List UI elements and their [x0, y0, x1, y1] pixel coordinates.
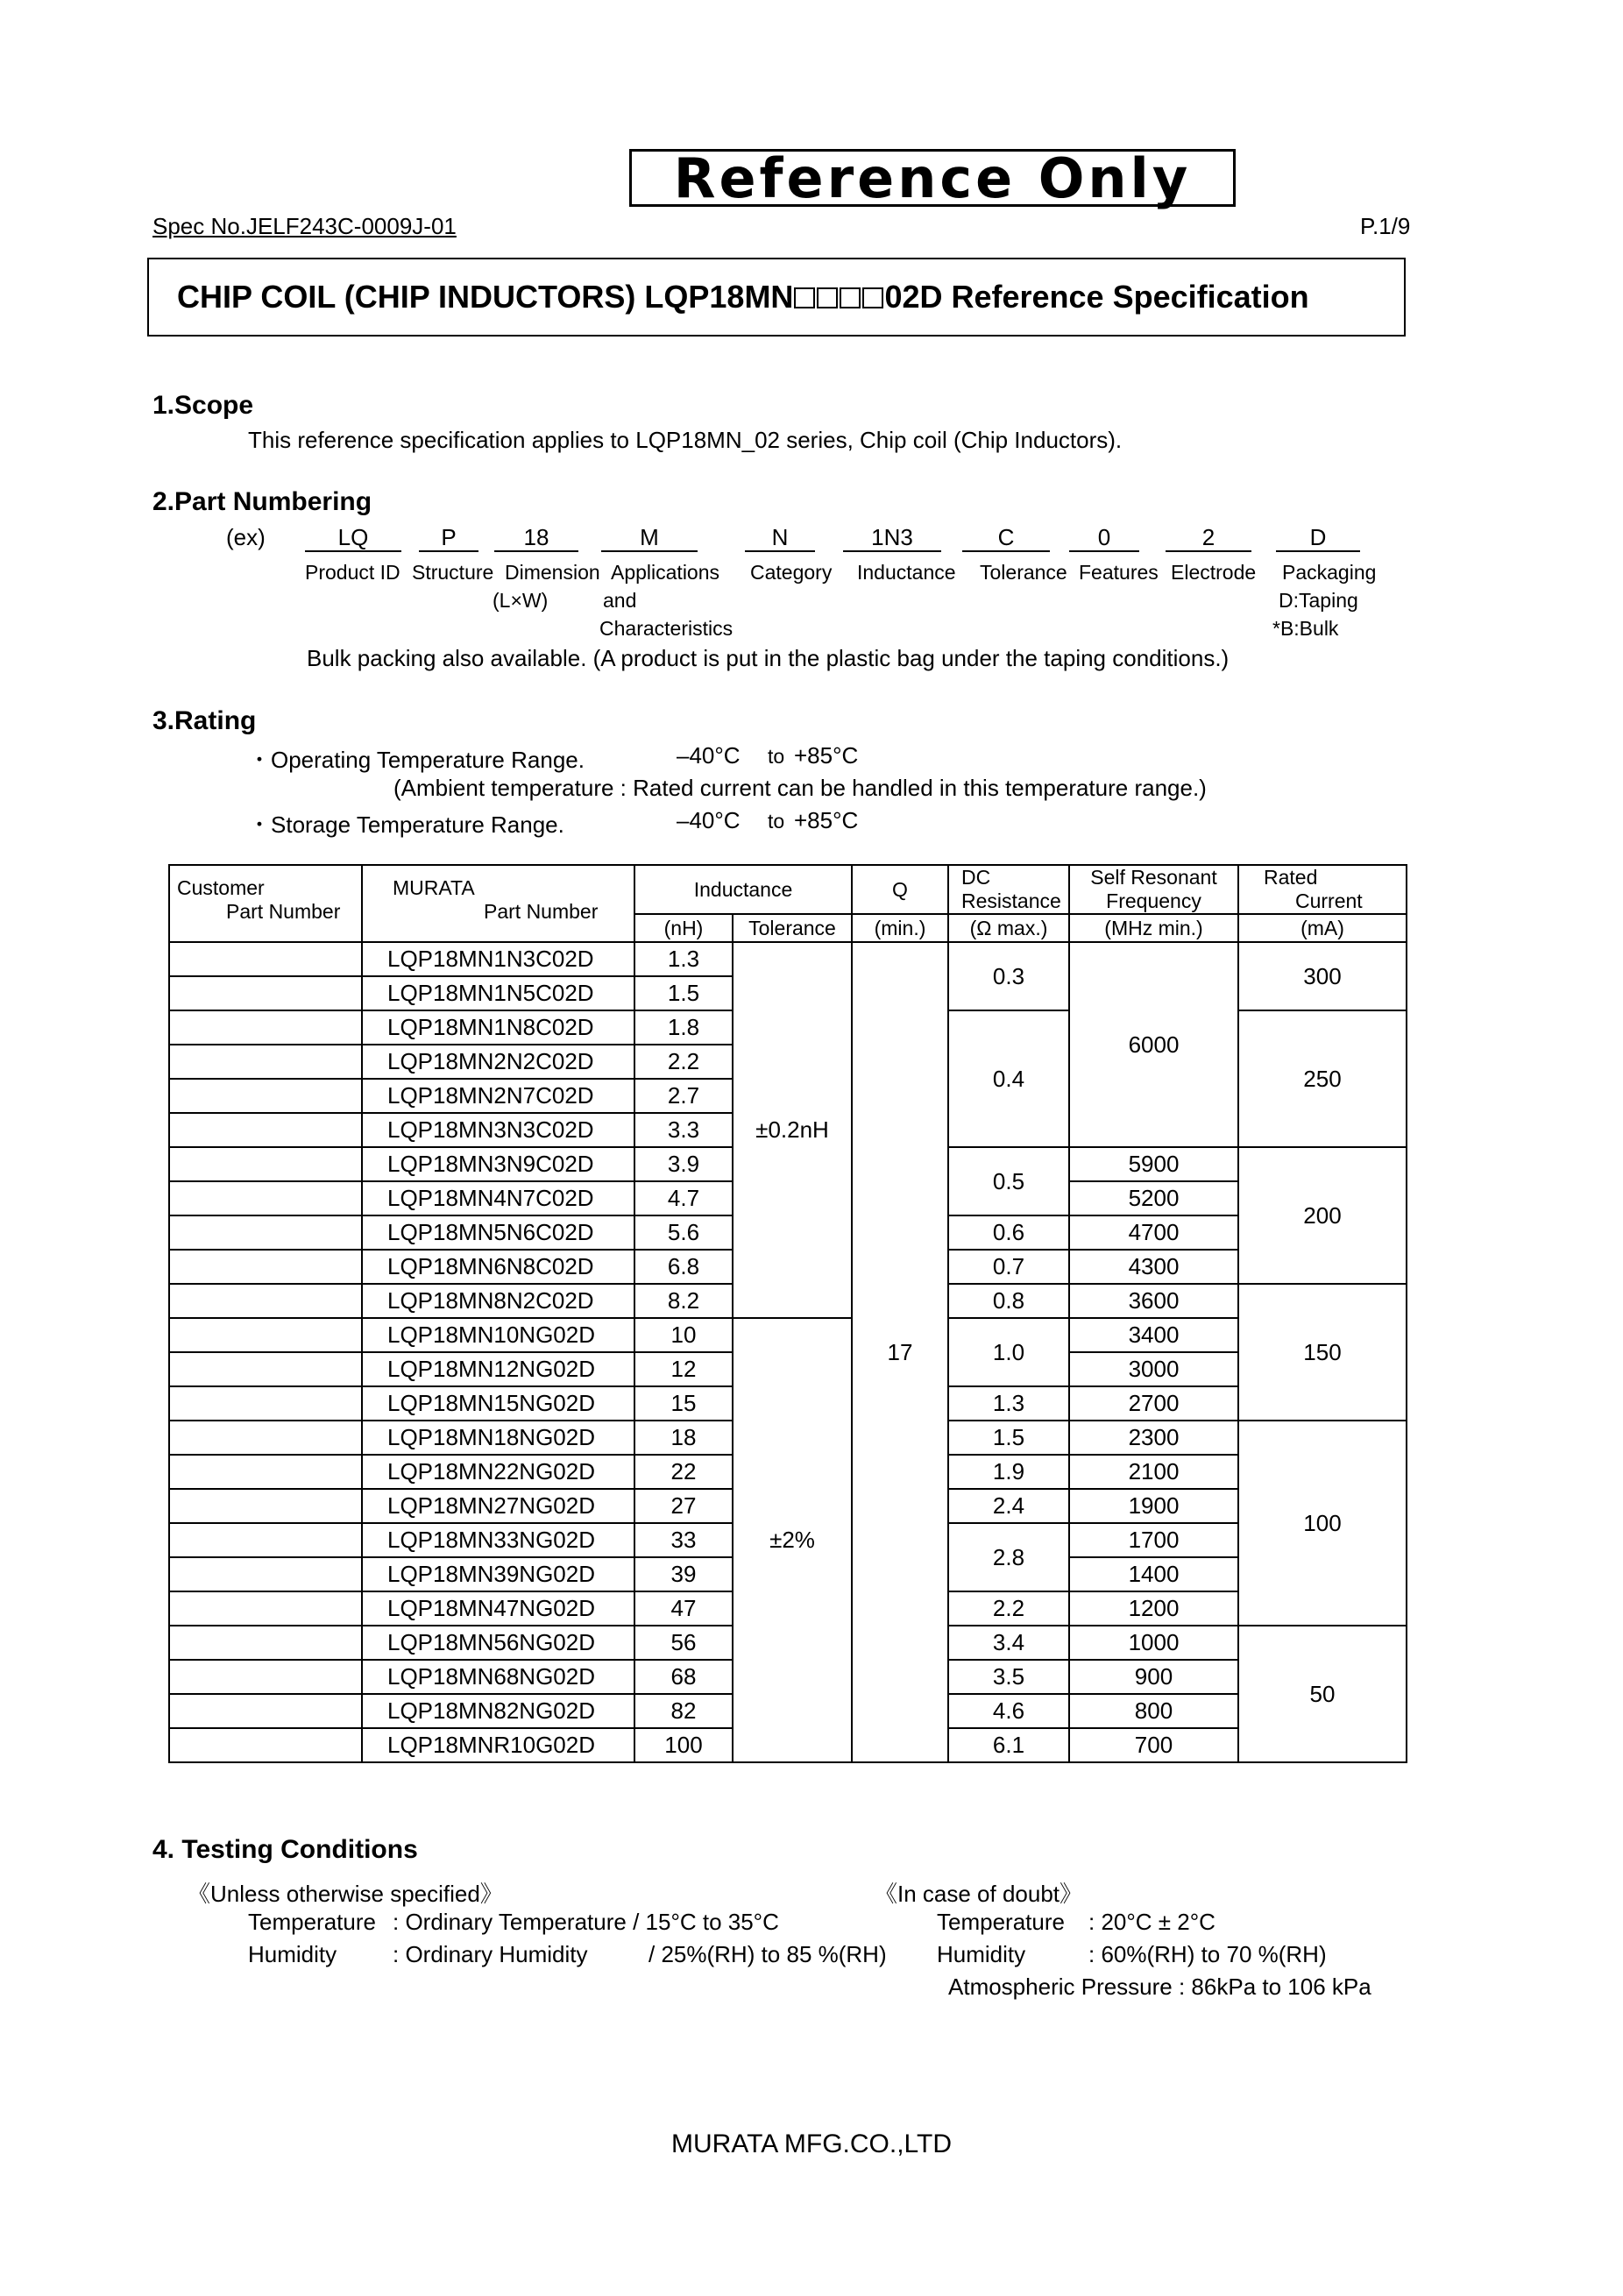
example-label: (ex) — [226, 524, 266, 550]
label-product-id: Product ID — [305, 561, 400, 584]
murata-part-number: LQP18MN1N5C02D — [362, 976, 634, 1010]
customer-part-cell — [169, 1352, 362, 1386]
dc-resistance-cell: 1.3 — [948, 1386, 1069, 1421]
label-category: Category — [750, 561, 833, 584]
dc-resistance-cell: 2.2 — [948, 1591, 1069, 1626]
customer-part-cell — [169, 1421, 362, 1455]
rated-current-cell: 300 — [1238, 942, 1407, 1010]
murata-part-number: LQP18MN33NG02D — [362, 1523, 634, 1557]
customer-part-cell — [169, 1489, 362, 1523]
murata-part-number: LQP18MN39NG02D — [362, 1557, 634, 1591]
customer-part-cell — [169, 1045, 362, 1079]
inductance-nh: 18 — [634, 1421, 733, 1455]
title-suffix: 02D Reference Specification — [884, 279, 1309, 315]
label-tolerance: Tolerance — [980, 561, 1067, 584]
q-cell: 17 — [852, 942, 948, 1762]
doubt-humidity-label: Humidity — [937, 1941, 1026, 1967]
storage-temp-from: –40°C — [677, 807, 741, 833]
murata-part-number: LQP18MN2N7C02D — [362, 1079, 634, 1113]
company-footer: MURATA MFG.CO.,LTD — [671, 2129, 952, 2158]
unless-specified: 《Unless otherwise specified》 — [188, 1881, 503, 1907]
dc-resistance-cell: 4.6 — [948, 1694, 1069, 1728]
srf-cell: 3600 — [1069, 1284, 1238, 1318]
header-dc — [948, 865, 1069, 914]
srf-cell: 1400 — [1069, 1557, 1238, 1591]
customer-part-cell — [169, 1728, 362, 1762]
page-number: P.1/9 — [1360, 213, 1411, 239]
code-inductance: 1N3 — [843, 524, 941, 552]
customer-part-cell — [169, 1079, 362, 1113]
inductance-nh: 6.8 — [634, 1250, 733, 1284]
scope-text: This reference specification applies to LQP18MN_02 series, Chip coil (Chip Inductors). — [248, 427, 1123, 453]
customer-part-cell — [169, 1694, 362, 1728]
rated-current-cell: 250 — [1238, 1010, 1407, 1147]
ambient-note: (Ambient temperature : Rated current can be handled in this temperature range.) — [393, 775, 1207, 801]
label-packaging-taping: D:Taping — [1279, 589, 1358, 612]
header-srf-2: Frequency — [1106, 889, 1201, 912]
customer-part-cell — [169, 1113, 362, 1147]
dc-resistance-cell: 1.0 — [948, 1318, 1069, 1386]
dc-resistance-cell: 0.3 — [948, 942, 1069, 1010]
placeholder-box-icon — [817, 287, 838, 308]
srf-cell: 5900 — [1069, 1147, 1238, 1181]
operating-temp-label: ・Operating Temperature Range. — [248, 747, 585, 773]
inductance-nh: 15 — [634, 1386, 733, 1421]
scope-heading: 1.Scope — [152, 391, 254, 420]
inductance-nh: 2.7 — [634, 1079, 733, 1113]
header-rated — [1238, 865, 1407, 914]
srf-cell: 1000 — [1069, 1626, 1238, 1660]
header-inductance: Inductance — [634, 865, 852, 914]
srf-cell: 1900 — [1069, 1489, 1238, 1523]
tolerance-cell: ±2% — [733, 1318, 852, 1762]
table-row — [169, 942, 1407, 976]
testing-heading: 4. Testing Conditions — [152, 1835, 418, 1864]
inductance-nh: 4.7 — [634, 1181, 733, 1215]
inductance-nh: 8.2 — [634, 1284, 733, 1318]
customer-part-cell — [169, 1284, 362, 1318]
customer-part-cell — [169, 1660, 362, 1694]
reference-only-stamp: Reference Only — [629, 149, 1236, 207]
tolerance-cell: ±0.2nH — [733, 942, 852, 1318]
rating-heading: 3.Rating — [152, 706, 257, 735]
inductance-nh: 39 — [634, 1557, 733, 1591]
storage-temp-label: ・Storage Temperature Range. — [248, 811, 564, 838]
spec-table — [168, 864, 1407, 1763]
srf-cell: 3400 — [1069, 1318, 1238, 1352]
code-structure: P — [419, 524, 478, 552]
inductance-nh: 12 — [634, 1352, 733, 1386]
label-packaging-bulk: *B:Bulk — [1272, 617, 1339, 640]
placeholder-box-icon — [862, 287, 883, 308]
murata-part-number: LQP18MN47NG02D — [362, 1591, 634, 1626]
part-numbering-heading: 2.Part Numbering — [152, 487, 372, 516]
murata-part-number: LQP18MN4N7C02D — [362, 1181, 634, 1215]
srf-cell: 4300 — [1069, 1250, 1238, 1284]
header-customer-sub: Part Number — [226, 900, 341, 923]
operating-temp-from: –40°C — [677, 742, 741, 769]
inductance-nh: 2.2 — [634, 1045, 733, 1079]
in-case-of-doubt: 《In case of doubt》 — [875, 1881, 1083, 1907]
murata-part-number: LQP18MN82NG02D — [362, 1694, 634, 1728]
murata-part-number: LQP18MN1N8C02D — [362, 1010, 634, 1045]
humidity-label: Humidity — [248, 1941, 337, 1967]
doubt-temperature-value: : 20°C ± 2°C — [1088, 1909, 1215, 1935]
dc-resistance-cell: 0.6 — [948, 1215, 1069, 1250]
murata-part-number: LQP18MN22NG02D — [362, 1455, 634, 1489]
srf-cell: 1200 — [1069, 1591, 1238, 1626]
rated-current-cell: 50 — [1238, 1626, 1407, 1762]
label-inductance: Inductance — [857, 561, 956, 584]
bulk-note: Bulk packing also available. (A product is put in the plastic bag under the taping conditions.) — [307, 645, 1230, 671]
murata-part-number: LQP18MN5N6C02D — [362, 1215, 634, 1250]
dc-resistance-cell: 0.4 — [948, 1010, 1069, 1147]
murata-part-number: LQP18MN3N9C02D — [362, 1147, 634, 1181]
code-product-id: LQ — [305, 524, 401, 552]
customer-part-cell — [169, 1557, 362, 1591]
inductance-nh: 3.3 — [634, 1113, 733, 1147]
label-dimension-sub: (L×W) — [493, 589, 549, 612]
dc-resistance-cell: 2.8 — [948, 1523, 1069, 1591]
placeholder-box-icon — [840, 287, 861, 308]
operating-temp-to-word: to — [768, 745, 785, 768]
code-electrode: 2 — [1166, 524, 1251, 552]
inductance-nh: 68 — [634, 1660, 733, 1694]
spec-table-body — [169, 942, 1407, 1762]
code-features: 0 — [1069, 524, 1139, 552]
murata-part-number: LQP18MN8N2C02D — [362, 1284, 634, 1318]
srf-cell: 2700 — [1069, 1386, 1238, 1421]
dc-resistance-cell: 1.9 — [948, 1455, 1069, 1489]
header-rated-unit: (mA) — [1238, 914, 1407, 942]
murata-part-number: LQP18MN12NG02D — [362, 1352, 634, 1386]
customer-part-cell — [169, 942, 362, 976]
dc-resistance-cell: 3.5 — [948, 1660, 1069, 1694]
header-dc-1: DC — [961, 866, 991, 889]
header-nh: (nH) — [634, 914, 733, 942]
srf-cell: 6000 — [1069, 942, 1238, 1147]
customer-part-cell — [169, 1181, 362, 1215]
dc-resistance-cell: 6.1 — [948, 1728, 1069, 1762]
murata-part-number: LQP18MN27NG02D — [362, 1489, 634, 1523]
srf-cell: 4700 — [1069, 1215, 1238, 1250]
srf-cell: 2300 — [1069, 1421, 1238, 1455]
label-electrode: Electrode — [1171, 561, 1257, 584]
inductance-nh: 100 — [634, 1728, 733, 1762]
dc-resistance-cell: 1.5 — [948, 1421, 1069, 1455]
humidity-range: / 25%(RH) to 85 %(RH) — [648, 1941, 887, 1967]
inductance-nh: 33 — [634, 1523, 733, 1557]
customer-part-cell — [169, 1318, 362, 1352]
placeholder-box-icon — [794, 287, 815, 308]
murata-part-number: LQP18MN3N3C02D — [362, 1113, 634, 1147]
header-dc-unit: (Ω max.) — [948, 914, 1069, 942]
storage-temp-to: +85°C — [794, 807, 859, 833]
inductance-nh: 1.3 — [634, 942, 733, 976]
murata-part-number: LQP18MN68NG02D — [362, 1660, 634, 1694]
inductance-nh: 56 — [634, 1626, 733, 1660]
document-title — [147, 258, 1406, 337]
srf-cell: 2100 — [1069, 1455, 1238, 1489]
inductance-nh: 1.8 — [634, 1010, 733, 1045]
inductance-nh: 47 — [634, 1591, 733, 1626]
srf-cell: 5200 — [1069, 1181, 1238, 1215]
dc-resistance-cell: 2.4 — [948, 1489, 1069, 1523]
dc-resistance-cell: 0.5 — [948, 1147, 1069, 1215]
table-row — [169, 1318, 1407, 1352]
header-dc-2: Resistance — [961, 889, 1061, 912]
code-category: N — [745, 524, 815, 552]
rated-current-cell: 150 — [1238, 1284, 1407, 1421]
customer-part-cell — [169, 1010, 362, 1045]
header-srf-1: Self Resonant — [1090, 866, 1217, 889]
code-dimension: 18 — [494, 524, 578, 552]
header-tolerance: Tolerance — [733, 914, 852, 942]
inductance-nh: 27 — [634, 1489, 733, 1523]
label-features: Features — [1079, 561, 1159, 584]
customer-part-cell — [169, 1250, 362, 1284]
dc-resistance-cell: 3.4 — [948, 1626, 1069, 1660]
srf-cell: 900 — [1069, 1660, 1238, 1694]
header-srf-unit: (MHz min.) — [1069, 914, 1238, 942]
murata-part-number: LQP18MN10NG02D — [362, 1318, 634, 1352]
code-tolerance: C — [962, 524, 1050, 552]
inductance-nh: 3.9 — [634, 1147, 733, 1181]
murata-part-number: LQP18MN15NG02D — [362, 1386, 634, 1421]
inductance-nh: 10 — [634, 1318, 733, 1352]
header-murata — [362, 865, 634, 942]
srf-cell: 700 — [1069, 1728, 1238, 1762]
label-applications-characteristics: Characteristics — [599, 617, 734, 640]
code-packaging: D — [1276, 524, 1360, 552]
srf-cell: 1700 — [1069, 1523, 1238, 1557]
customer-part-cell — [169, 1455, 362, 1489]
dc-resistance-cell: 0.8 — [948, 1284, 1069, 1318]
operating-temp-to: +85°C — [794, 742, 859, 769]
dc-resistance-cell: 0.7 — [948, 1250, 1069, 1284]
inductance-nh: 1.5 — [634, 976, 733, 1010]
label-dimension: Dimension — [505, 561, 600, 584]
rated-current-cell: 200 — [1238, 1147, 1407, 1284]
inductance-nh: 5.6 — [634, 1215, 733, 1250]
storage-temp-to-word: to — [768, 810, 785, 833]
header-rated-1: Rated — [1264, 866, 1318, 889]
title-prefix: CHIP COIL (CHIP INDUCTORS) LQP18MN — [177, 279, 794, 315]
header-q: Q — [852, 865, 948, 914]
customer-part-cell — [169, 1215, 362, 1250]
label-packaging: Packaging — [1282, 561, 1377, 584]
customer-part-cell — [169, 1386, 362, 1421]
header-srf — [1069, 865, 1238, 914]
murata-part-number: LQP18MN56NG02D — [362, 1626, 634, 1660]
customer-part-cell — [169, 976, 362, 1010]
header-murata-sub: Part Number — [484, 900, 599, 923]
murata-part-number: LQP18MNR10G02D — [362, 1728, 634, 1762]
murata-part-number: LQP18MN1N3C02D — [362, 942, 634, 976]
header-rated-2: Current — [1295, 889, 1363, 912]
customer-part-cell — [169, 1591, 362, 1626]
header-customer-label: Customer — [177, 876, 265, 899]
customer-part-cell — [169, 1523, 362, 1557]
customer-part-cell — [169, 1626, 362, 1660]
murata-part-number: LQP18MN18NG02D — [362, 1421, 634, 1455]
customer-part-cell — [169, 1147, 362, 1181]
murata-part-number: LQP18MN2N2C02D — [362, 1045, 634, 1079]
header-murata-label: MURATA — [393, 876, 475, 899]
temperature-label: Temperature — [248, 1909, 376, 1935]
spec-number: Spec No.JELF243C-0009J-01 — [152, 213, 457, 239]
doubt-humidity-value: : 60%(RH) to 70 %(RH) — [1088, 1941, 1327, 1967]
murata-part-number: LQP18MN6N8C02D — [362, 1250, 634, 1284]
label-structure: Structure — [412, 561, 494, 584]
label-applications-and: and — [603, 589, 637, 612]
code-applications: M — [601, 524, 698, 552]
srf-cell: 3000 — [1069, 1352, 1238, 1386]
doubt-temperature-label: Temperature — [937, 1909, 1065, 1935]
header-q-min: (min.) — [852, 914, 948, 942]
atmospheric-pressure: Atmospheric Pressure : 86kPa to 106 kPa — [948, 1974, 1371, 2000]
label-applications: Applications — [611, 561, 720, 584]
humidity-value: : Ordinary Humidity — [393, 1941, 588, 1967]
inductance-nh: 82 — [634, 1694, 733, 1728]
spec-table-header — [169, 865, 1407, 942]
temperature-value: : Ordinary Temperature / 15°C to 35°C — [393, 1909, 779, 1935]
srf-cell: 800 — [1069, 1694, 1238, 1728]
rated-current-cell: 100 — [1238, 1421, 1407, 1626]
header-customer — [169, 865, 362, 942]
inductance-nh: 22 — [634, 1455, 733, 1489]
